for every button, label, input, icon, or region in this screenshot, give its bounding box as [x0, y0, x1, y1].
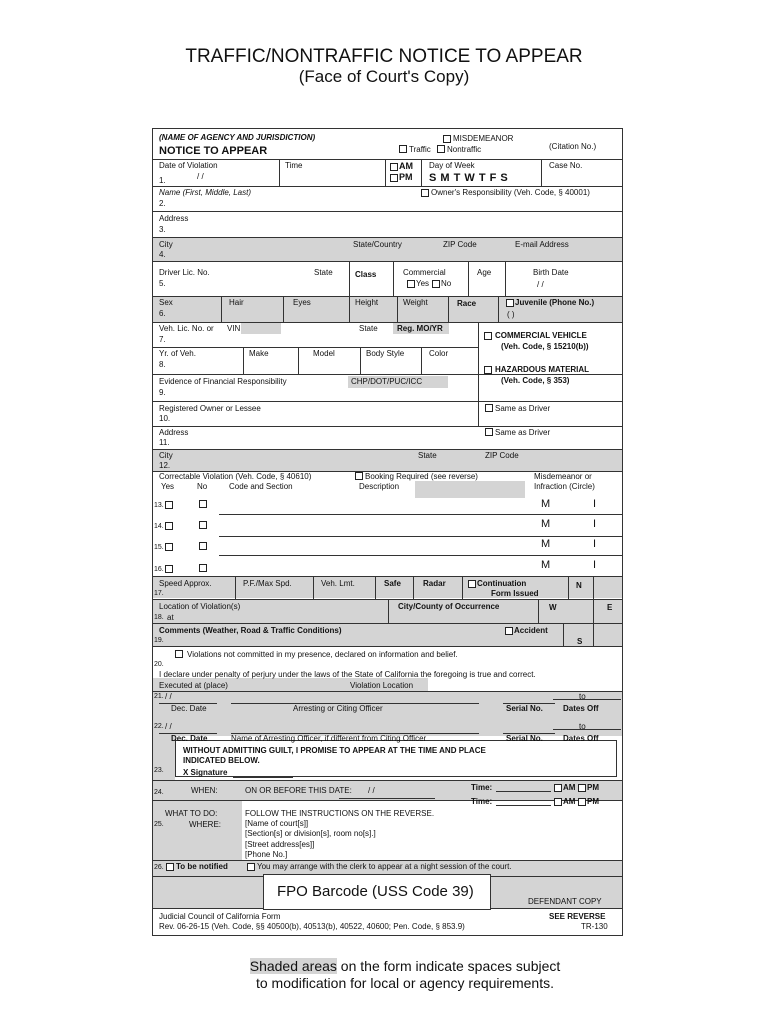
veh-lmt-label: Veh. Lmt.: [321, 579, 355, 588]
dates-off-to-2: to: [579, 722, 586, 731]
dec-date-label-1: Dec. Date: [171, 704, 207, 713]
comments-label: Comments (Weather, Road & Traffic Conditions): [159, 626, 342, 635]
birth-date-label: Birth Date: [533, 268, 569, 277]
row-number-8: 8.: [159, 360, 166, 369]
date-of-violation-label: Date of Violation: [159, 161, 218, 170]
juvenile-checkbox[interactable]: [506, 299, 514, 307]
row-number-12: 12.: [159, 461, 171, 470]
row-number-21: 21.: [154, 693, 164, 700]
eyes-label: Eyes: [293, 298, 311, 307]
commercial-label: Commercial: [403, 268, 446, 277]
weight-label: Weight: [403, 298, 428, 307]
juvenile-label: Juvenile (Phone No.): [515, 298, 595, 307]
pf-max-label: P.F./Max Spd.: [243, 579, 292, 588]
juvenile-phone-parens: ( ): [507, 310, 515, 319]
registered-owner-label: Registered Owner or Lessee: [159, 404, 261, 413]
city-label: City: [159, 240, 173, 249]
yr-of-veh-label: Yr. of Veh.: [159, 349, 196, 358]
state-country-label: State/Country: [353, 240, 402, 249]
continuation-checkbox[interactable]: [468, 580, 476, 588]
row-number-24: 24.: [154, 789, 164, 796]
commercial-no-label: No: [441, 279, 452, 288]
city-county-label: City/County of Occurrence: [398, 602, 500, 611]
signature-label: X Signature: [183, 768, 228, 777]
row-number-6: 6.: [159, 309, 166, 318]
row-number-14: 14.: [154, 523, 164, 530]
am-checkbox[interactable]: [390, 163, 398, 171]
col-yes-label: Yes: [161, 482, 175, 491]
booking-required-checkbox[interactable]: [355, 472, 363, 480]
dates-off-label-2: Dates Off: [563, 734, 599, 743]
shade-officer-rows: [153, 691, 622, 736]
time-label-2: Time:: [471, 797, 493, 806]
booking-required-label: Booking Required (see reverse): [365, 472, 478, 481]
violation-15-yes-checkbox[interactable]: [165, 543, 173, 551]
owner-city-label: City: [159, 451, 173, 460]
shaded-areas-highlight: Shaded areas: [249, 958, 337, 974]
violation-15-i: I: [593, 538, 597, 550]
violation-16-no-checkbox[interactable]: [199, 564, 207, 572]
footnote-line-2: to modification for local or agency requirements.: [255, 975, 555, 991]
commercial-vehicle-code: (Veh. Code, § 15210(b)): [501, 342, 589, 351]
sex-label: Sex: [159, 298, 173, 307]
violation-16-i: I: [593, 559, 597, 571]
dates-off-label-1: Dates Off: [563, 704, 599, 713]
zip-code-label: ZIP Code: [443, 240, 477, 249]
race-label: Race: [457, 299, 477, 308]
dec-date-slashes-1: / /: [165, 692, 172, 701]
reg-mo-yr-label: Reg. MO/YR: [397, 324, 443, 333]
name-arresting-label: Name of Arresting Officer, if different from Citing Officer: [231, 734, 427, 743]
form-number-label: TR-130: [581, 922, 608, 931]
row-number-26: 26.: [154, 864, 164, 871]
commercial-no-checkbox[interactable]: [432, 280, 440, 288]
row-number-7: 7.: [159, 335, 166, 344]
chp-label: CHP/DOT/PUC/ICC: [351, 377, 423, 386]
description-label: Description: [359, 482, 400, 491]
citation-no-label: (Citation No.): [549, 142, 597, 151]
hazardous-material-label: HAZARDOUS MATERIAL: [495, 365, 590, 374]
owner-address-label: Address: [159, 428, 189, 437]
row-number-25: 25.: [154, 821, 164, 828]
driver-lic-label: Driver Lic. No.: [159, 268, 210, 277]
violation-13-no-checkbox[interactable]: [199, 500, 207, 508]
appearance-am-label-1: AM: [563, 783, 576, 792]
compass-s: S: [577, 637, 583, 646]
violation-13-m: M: [541, 498, 551, 510]
row-number-13: 13.: [154, 502, 164, 509]
accident-label: Accident: [514, 626, 548, 635]
pm-label: PM: [399, 172, 413, 182]
code-section-label: Code and Section: [229, 482, 293, 491]
see-reverse-label: SEE REVERSE: [549, 912, 606, 921]
appearance-date-slashes: / /: [368, 786, 375, 795]
row-number-5: 5.: [159, 279, 166, 288]
violation-14-i: I: [593, 518, 597, 530]
pm-checkbox[interactable]: [390, 174, 398, 182]
night-session-checkbox[interactable]: [247, 863, 255, 871]
violation-14-m: M: [541, 518, 551, 530]
location-label: Location of Violation(s): [159, 602, 241, 611]
row-number-19: 19.: [154, 637, 164, 644]
traffic-label: Traffic: [409, 145, 431, 154]
night-session-label: You may arrange with the clerk to appear at a night session of the court.: [257, 862, 512, 871]
row-number-18: 18.: [154, 614, 164, 621]
where-label: WHERE:: [189, 820, 221, 829]
date-of-violation-slashes: / /: [197, 172, 204, 181]
row-number-3: 3.: [159, 225, 166, 234]
document-subtitle: (Face of Court's Copy): [298, 67, 470, 86]
day-of-week-label: Day of Week: [429, 161, 475, 170]
owner-zip-label: ZIP Code: [485, 451, 519, 460]
continuation-label: Continuation: [477, 579, 527, 588]
same-as-driver-checkbox-1[interactable]: [485, 404, 493, 412]
form-issued-label: Form Issued: [491, 589, 539, 598]
appearance-am-checkbox-2[interactable]: [554, 798, 562, 806]
address-label: Address: [159, 214, 189, 223]
shade-vin: [241, 322, 281, 334]
model-label: Model: [313, 349, 335, 358]
correctable-violation-label: Correctable Violation (Veh. Code, § 40610): [159, 472, 312, 481]
violation-13-yes-checkbox[interactable]: [165, 501, 173, 509]
height-label: Height: [355, 298, 379, 307]
row-number-2: 2.: [159, 199, 166, 208]
case-no-label: Case No.: [549, 161, 583, 170]
row-number-16: 16.: [154, 566, 164, 573]
violation-16-m: M: [541, 559, 551, 571]
court-street: [Street address[es]]: [245, 840, 315, 849]
violations-not-committed-checkbox[interactable]: [175, 650, 183, 658]
appearance-am-label-2: AM: [563, 797, 576, 806]
to-be-notified-checkbox[interactable]: [166, 863, 174, 871]
compass-e: E: [607, 603, 613, 612]
nontraffic-label: Nontraffic: [447, 145, 482, 154]
violation-15-m: M: [541, 538, 551, 550]
violation-14-yes-checkbox[interactable]: [165, 522, 173, 530]
appearance-pm-checkbox-2[interactable]: [578, 798, 586, 806]
declare-label: I declare under penalty of perjury under the laws of the State of California the foregoing is true and correct.: [159, 670, 536, 679]
promise-line-2: INDICATED BELOW.: [183, 756, 260, 765]
arresting-officer-label: Arresting or Citing Officer: [293, 704, 383, 713]
when-label: WHEN:: [191, 786, 218, 795]
to-be-notified-label: To be notified: [176, 862, 228, 871]
infraction-circle-label: Infraction (Circle): [534, 482, 595, 491]
notice-title: NOTICE TO APPEAR: [159, 145, 268, 157]
owners-responsibility-checkbox[interactable]: [421, 189, 429, 197]
violation-15-no-checkbox[interactable]: [199, 542, 207, 550]
row-number-17: 17.: [154, 590, 164, 597]
row-number-10: 10.: [159, 414, 171, 423]
same-as-driver-label-1: Same as Driver: [495, 404, 551, 413]
barcode-placeholder: FPO Barcode (USS Code 39): [277, 883, 474, 900]
dates-off-to-1: to: [579, 692, 586, 701]
commercial-vehicle-label: COMMERCIAL VEHICLE: [495, 331, 587, 340]
accident-checkbox[interactable]: [505, 627, 513, 635]
location-at: at: [167, 613, 174, 622]
evidence-label: Evidence of Financial Responsibility: [159, 377, 287, 386]
serial-no-label-2: Serial No.: [506, 734, 543, 743]
veh-state-label: State: [359, 324, 378, 333]
speed-approx-label: Speed Approx.: [159, 579, 212, 588]
traffic-checkbox[interactable]: [399, 145, 407, 153]
vin-label: VIN: [227, 324, 241, 333]
make-label: Make: [249, 349, 269, 358]
revision-label: Rev. 06-26-15 (Veh. Code, §§ 40500(b), 40513(b), 40522, 40600; Pen. Code, § 853.9): [159, 922, 465, 931]
what-to-do-label: WHAT TO DO:: [165, 809, 218, 818]
appearance-pm-label-1: PM: [587, 783, 599, 792]
owners-responsibility-label: Owner's Responsibility (Veh. Code, § 40001): [431, 188, 590, 197]
shade-city2-row: [153, 449, 622, 471]
notice-to-appear-form: [152, 128, 623, 936]
agency-label: (NAME OF AGENCY AND JURISDICTION): [159, 133, 316, 142]
row-number-1: 1.: [159, 176, 166, 185]
violation-14-no-checkbox[interactable]: [199, 521, 207, 529]
safe-label: Safe: [384, 579, 401, 588]
name-label: Name (First, Middle, Last): [159, 188, 252, 197]
appearance-pm-label-2: PM: [587, 797, 599, 806]
shade-when-row: [153, 780, 622, 800]
document-title: TRAFFIC/NONTRAFFIC NOTICE TO APPEAR: [185, 46, 583, 67]
court-phone: [Phone No.]: [245, 850, 288, 859]
row-number-9: 9.: [159, 388, 166, 397]
shade-booking-desc: [415, 481, 525, 498]
hair-label: Hair: [229, 298, 244, 307]
misdemeanor-label: MISDEMEANOR: [453, 134, 514, 143]
violation-location-label: Violation Location: [350, 681, 414, 690]
commercial-yes-label: Yes: [416, 279, 430, 288]
class-label: Class: [355, 270, 377, 279]
follow-instructions: FOLLOW THE INSTRUCTIONS ON THE REVERSE.: [245, 809, 435, 818]
footnote-line-1: [0, 958, 768, 975]
violation-16-yes-checkbox[interactable]: [165, 565, 173, 573]
email-label: E-mail Address: [515, 240, 569, 249]
row-number-22: 22.: [154, 723, 164, 730]
row-number-23: 23.: [154, 767, 164, 774]
judicial-council-label: Judicial Council of California Form: [159, 912, 281, 921]
same-as-driver-checkbox-2[interactable]: [485, 428, 493, 436]
age-label: Age: [477, 268, 492, 277]
violations-not-committed-label: Violations not committed in my presence, declared on information and belief.: [187, 650, 458, 659]
time-label: Time: [285, 161, 303, 170]
dec-date-slashes-2: / /: [165, 722, 172, 731]
promise-line-1: WITHOUT ADMITTING GUILT, I PROMISE TO APPEAR AT THE TIME AND PLACE: [183, 746, 486, 755]
serial-no-label-1: Serial No.: [506, 704, 543, 713]
compass-n: N: [576, 581, 582, 590]
defendant-copy-label: DEFENDANT COPY: [528, 897, 602, 906]
misdemeanor-or-label: Misdemeanor or: [534, 472, 592, 481]
row-number-11: 11.: [159, 438, 170, 447]
footnote-line-1-rest: on the form indicate spaces subject: [336, 958, 561, 974]
am-label: AM: [399, 161, 413, 171]
appearance-am-checkbox-1[interactable]: [554, 784, 562, 792]
veh-lic-label: Veh. Lic. No. or: [159, 324, 214, 333]
radar-label: Radar: [423, 579, 446, 588]
hazardous-material-checkbox[interactable]: [484, 366, 492, 374]
color-label: Color: [429, 349, 449, 358]
on-or-before-label: ON OR BEFORE THIS DATE:: [245, 786, 352, 795]
court-name: [Name of court[s]]: [245, 819, 309, 828]
nontraffic-checkbox[interactable]: [437, 145, 445, 153]
row-number-4: 4.: [159, 250, 166, 259]
body-style-label: Body Style: [366, 349, 405, 358]
appearance-pm-checkbox-1[interactable]: [578, 784, 586, 792]
state-label: State: [314, 268, 333, 277]
violation-13-i: I: [593, 498, 597, 510]
executed-at-label: Executed at (place): [159, 681, 228, 690]
court-section: [Section[s] or division[s], room no[s].]: [245, 829, 376, 838]
dec-date-label-2: Dec. Date: [171, 734, 208, 743]
same-as-driver-label-2: Same as Driver: [495, 428, 551, 437]
compass-w: W: [549, 603, 557, 612]
row-number-15: 15.: [154, 544, 164, 551]
commercial-yes-checkbox[interactable]: [407, 280, 415, 288]
misdemeanor-checkbox[interactable]: [443, 135, 451, 143]
row-number-20: 20.: [154, 661, 164, 668]
owner-state-label: State: [418, 451, 437, 460]
birth-date-slashes: / /: [537, 280, 544, 289]
hazardous-material-code: (Veh. Code, § 353): [501, 376, 570, 385]
days-of-week: S M T W T F S: [429, 172, 509, 184]
time-label-1: Time:: [471, 783, 493, 792]
col-no-label: No: [197, 482, 208, 491]
commercial-vehicle-checkbox[interactable]: [484, 332, 492, 340]
